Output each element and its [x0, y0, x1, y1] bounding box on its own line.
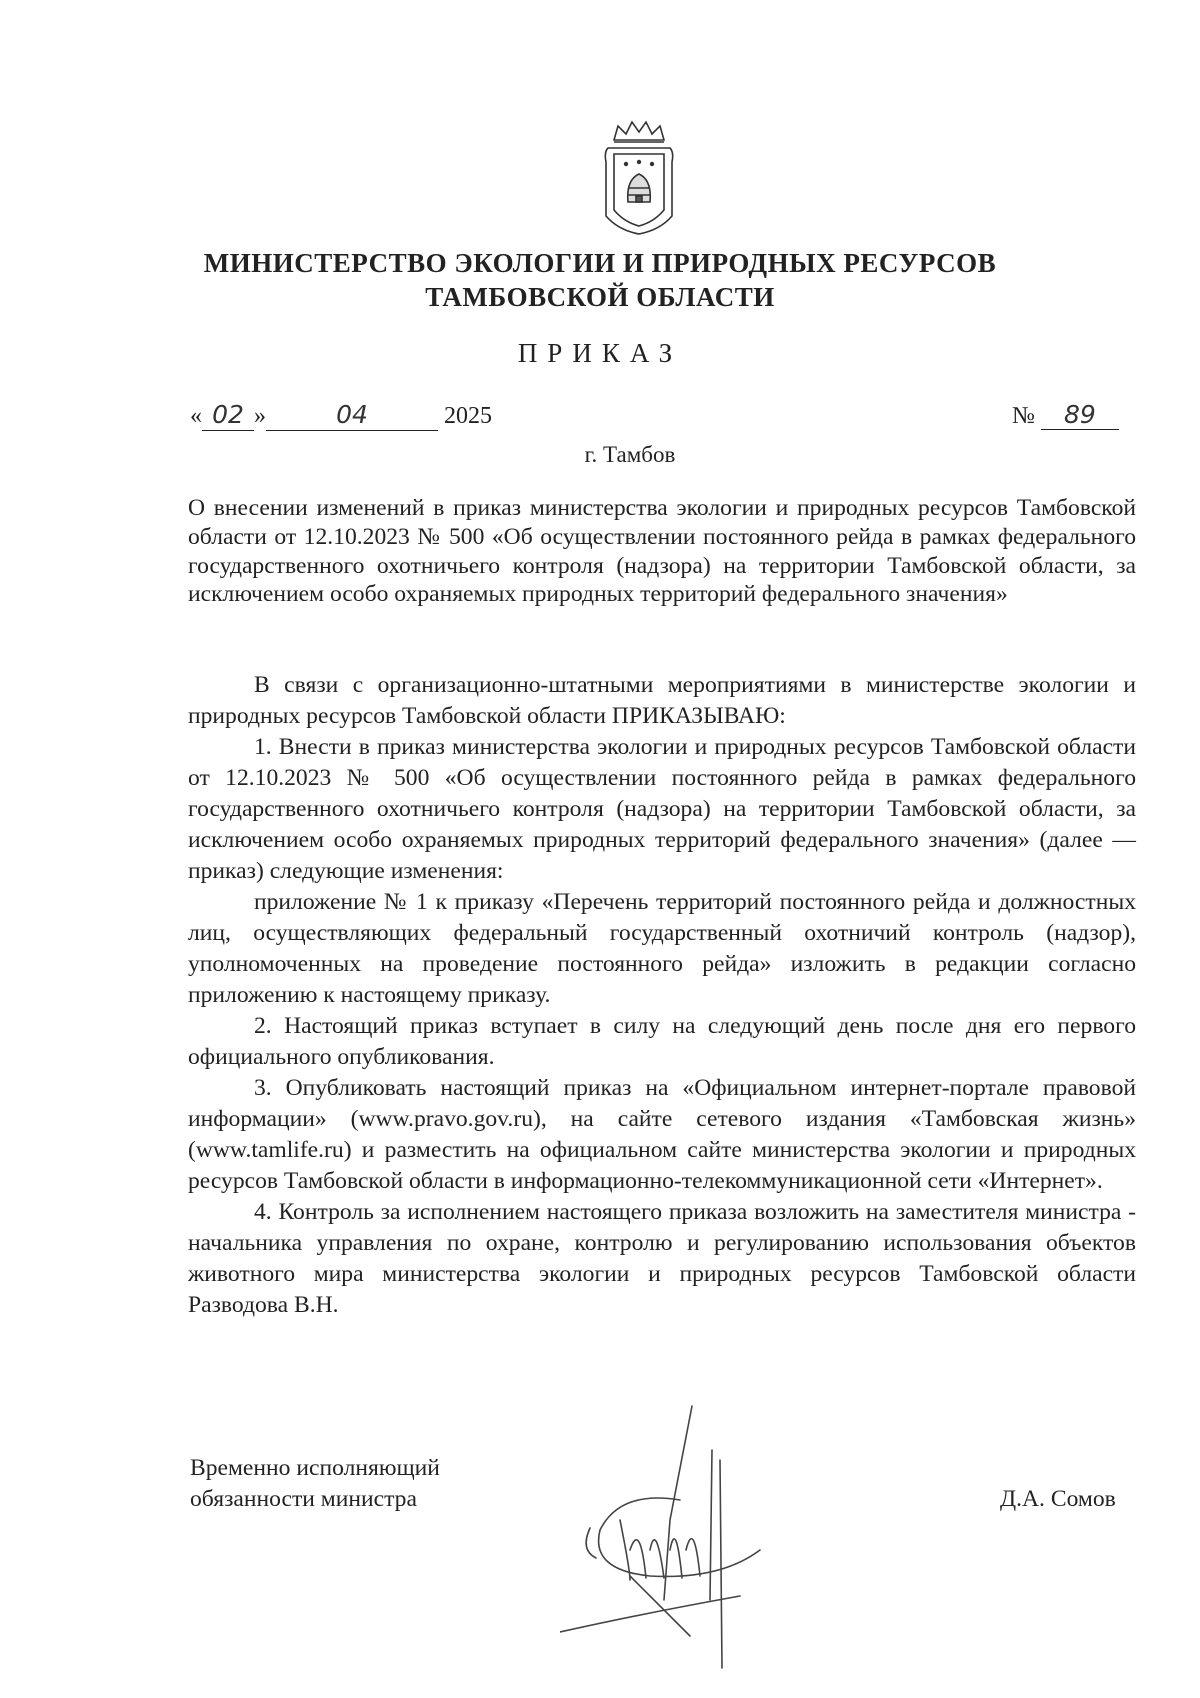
document-type: ПРИКАЗ — [517, 338, 683, 368]
ministry-name-line1: МИНИСТЕРСТВО ЭКОЛОГИИ И ПРИРОДНЫХ РЕСУРСОВ — [203, 248, 997, 278]
body-paragraph-2: 1. Внести в приказ министерства экологии и природных ресурсов Тамбовской области от 12.10.2023 № 500 «Об осуществлении постоянного рейда в рамках федерального государственного охотничьего контроля (надзора) на территории Тамбовской области, за исключением особо охраняемых природных территорий федерального значения» (далее — приказ) следующие изменения: — [188, 734, 1136, 884]
ministry-name-line2: ТАМБОВСКОЙ ОБЛАСТИ — [425, 282, 775, 312]
body-paragraph-4: 2. Настоящий приказ вступает в силу на следующий день после дня его первого официального опубликования. — [188, 1013, 1136, 1070]
position-line-1: Временно исполняющий — [190, 1455, 440, 1481]
position-line-2: обязанности министра — [190, 1486, 417, 1512]
body-paragraph-3: приложение № 1 к приказу «Перечень территорий постоянного рейда и должностных лиц, осуществляющих федеральный государственный охотничий контроль (надзор), уполномоченных на проведение постоянного рейда» изложить в редакции согласно приложению к настоящему приказу. — [188, 889, 1136, 1008]
date-month: 04 — [266, 400, 438, 431]
signatory-name: Д.А. Сомов — [1000, 1486, 1116, 1512]
coat-of-arms-icon — [598, 118, 680, 236]
document-subject: О внесении изменений в приказ министерства экологии и природных ресурсов Тамбовской области от 12.10.2023 № 500 «Об осуществлении постоянного рейда в рамках федерального государственного охотничьего контроля (надзора) на территории Тамбовской области, за исключением особо охраняемых природных территорий федерального значения» — [188, 495, 1136, 608]
document-body — [188, 670, 1136, 1321]
city: г. Тамбов — [584, 442, 676, 467]
document-number — [1012, 400, 1119, 430]
date-day: 02 — [202, 400, 254, 431]
signatory-position — [190, 1453, 440, 1515]
handwritten-signature — [560, 1400, 810, 1670]
date-year: 2025 — [444, 403, 492, 429]
document-date: « 02 » 04 2025 — [190, 400, 492, 429]
number-value: 89 — [1041, 400, 1119, 430]
number-label: № — [1012, 403, 1035, 429]
body-paragraph-5: 3. Опубликовать настоящий приказ на «Официальном интернет-портале правовой информации» (www.pravo.gov.ru), на сайте сетевого издания «Тамбовская жизнь» (www.tamlife.ru) и разместить на официальном сайте министерства экологии и природных ресурсов Тамбовской области в информационно-телекоммуникационной сети «Интернет». — [188, 1075, 1136, 1194]
body-paragraph-6: 4. Контроль за исполнением настоящего приказа возложить на заместителя министра - начальника управления по охране, контролю и регулированию использования объектов животного мира министерства экологии и природных ресурсов Тамбовской области Разводова В.Н. — [188, 1199, 1136, 1318]
body-paragraph-1: В связи с организационно-штатными мероприятиями в министерстве экологии и природных ресурсов Тамбовской области ПРИКАЗЫВАЮ: — [188, 672, 1136, 729]
